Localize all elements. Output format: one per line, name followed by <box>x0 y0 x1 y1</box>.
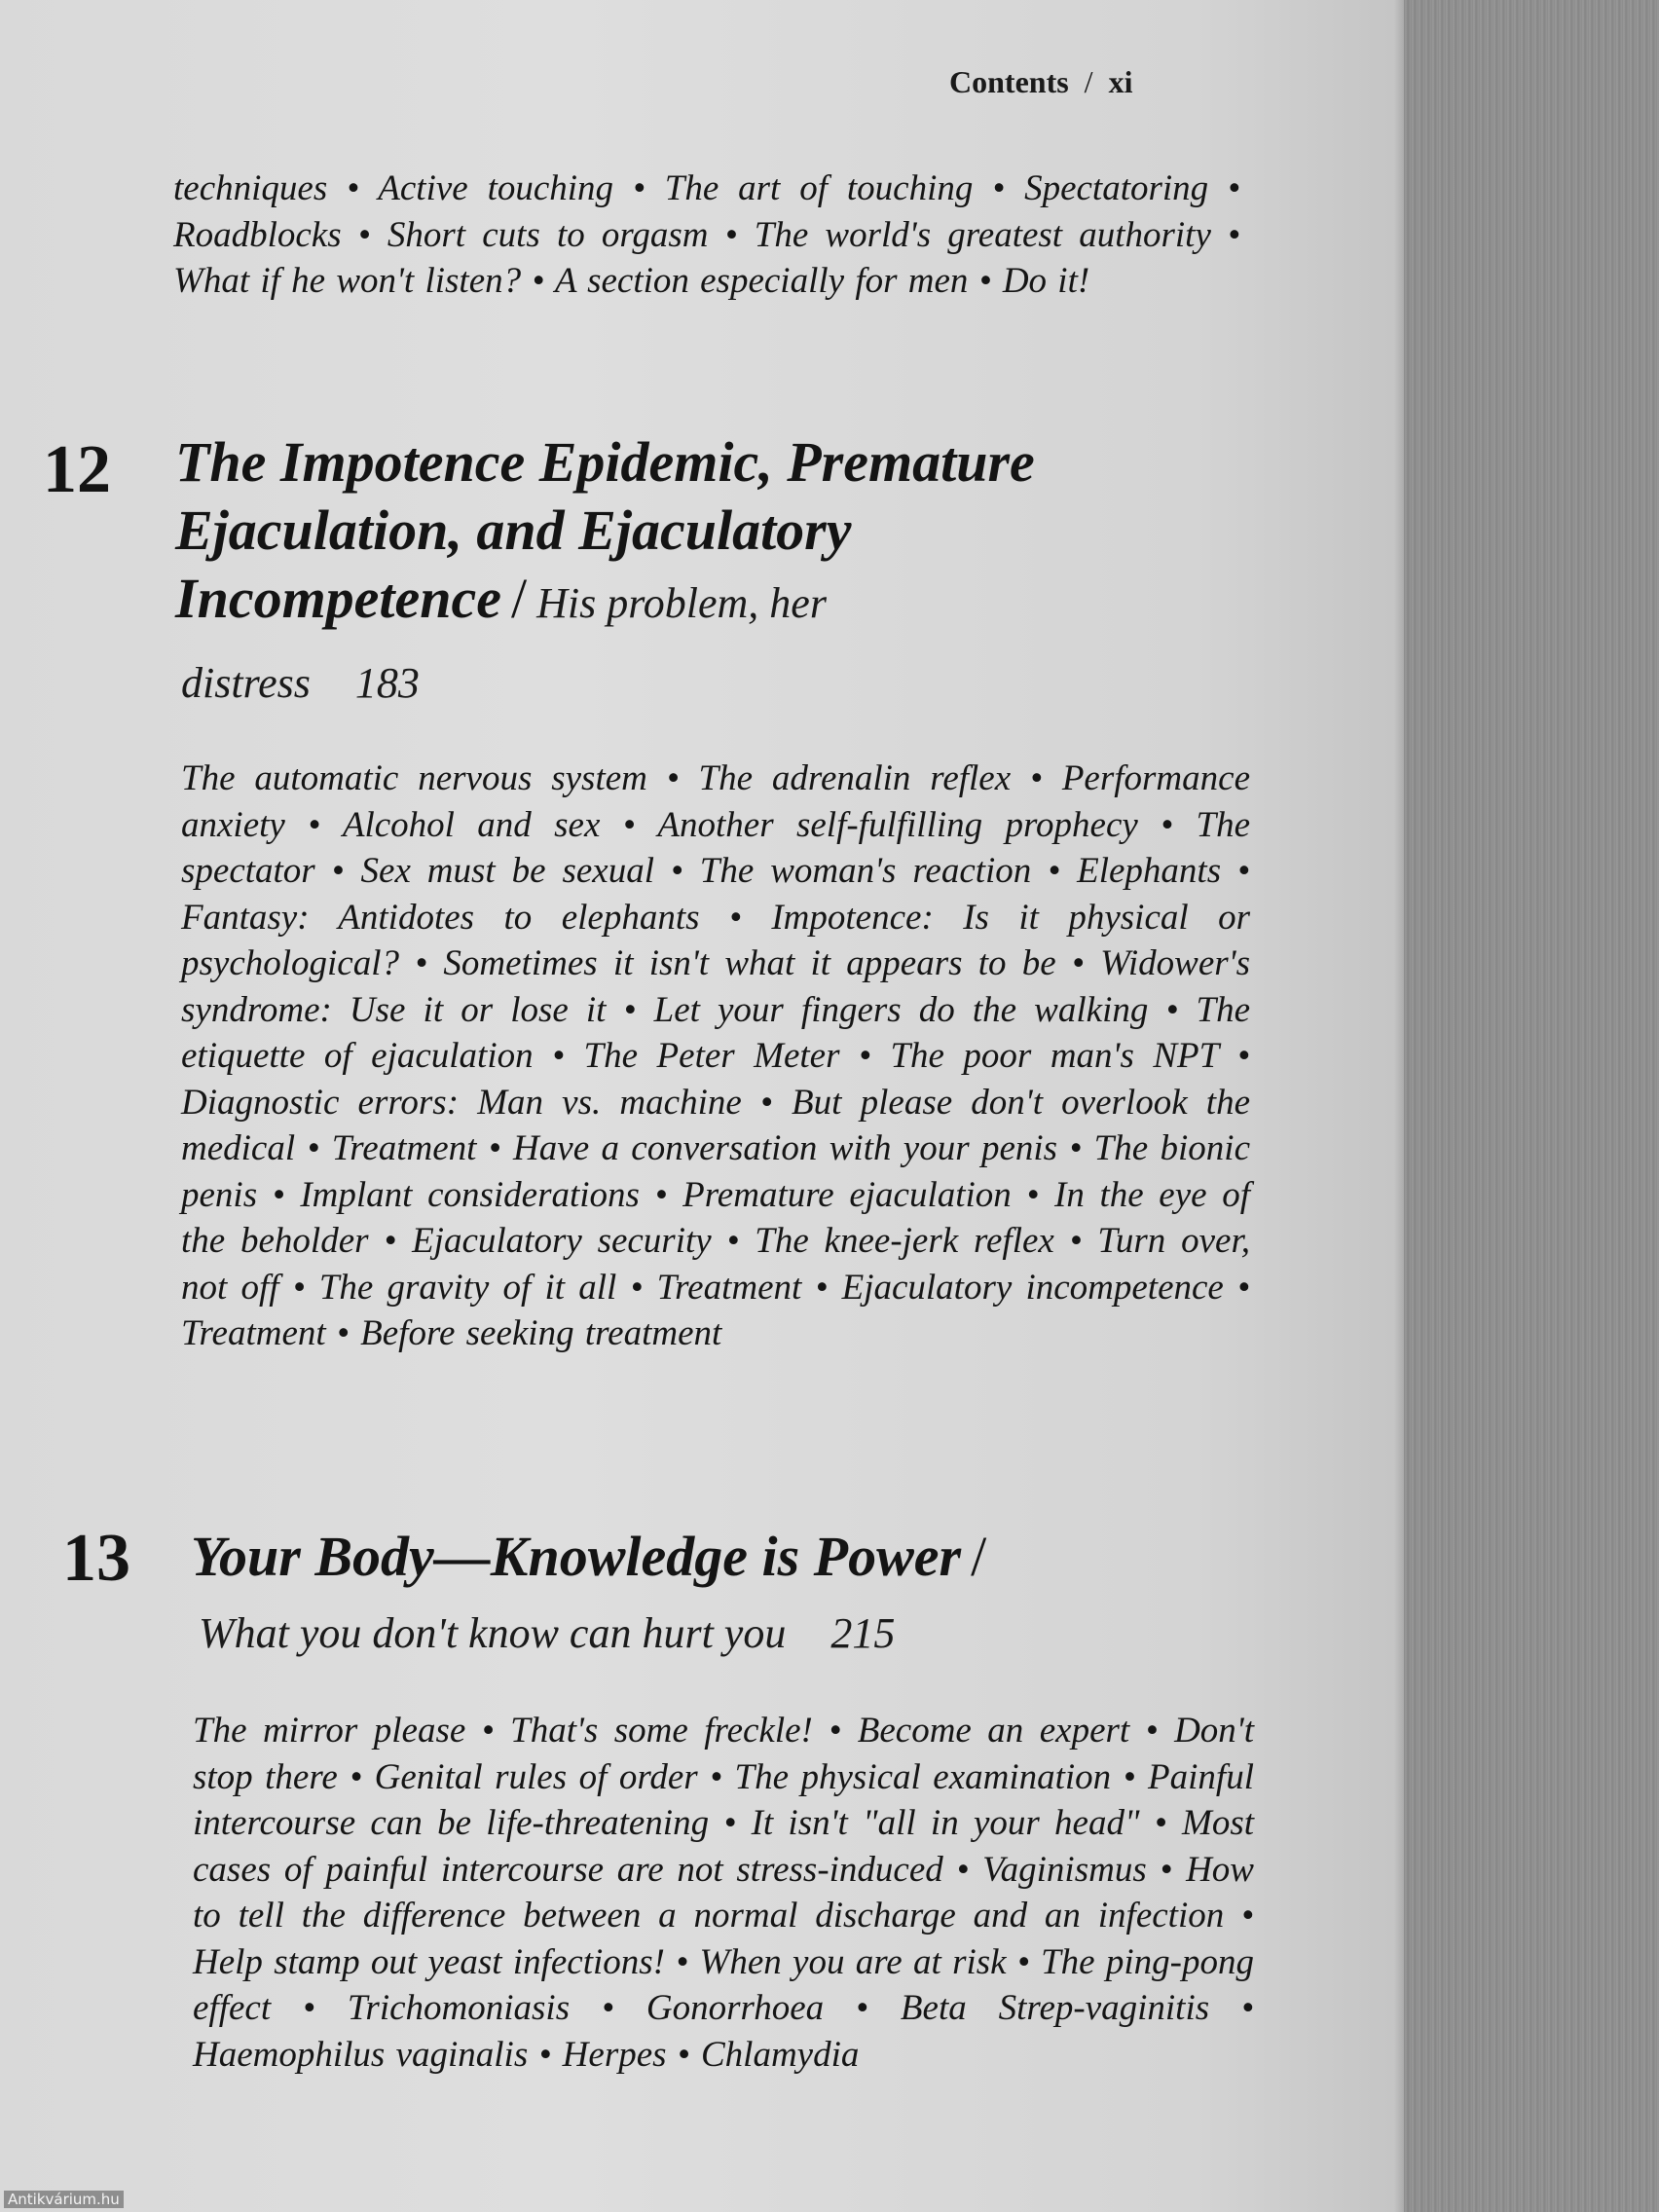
chapter-12-topics: The automatic nervous system • The adrenalin reflex • Performance anxiety • Alcohol and sex • Another self-fulfilling prophecy • The spectator • Sex must be sexual • The woman's reaction • Elephants • Fantasy: Antidotes to elephants • Impotence: Is it physical or psychological? • Sometimes it isn't what it appears to be • Widower's syndrome: Use it or lose it • Let your fingers do the walking • The etiquette of ejaculation • The Peter Meter • The poor man's NPT • Diagnostic errors: Man vs. machine • But please don't overlook the medical • Treatment • Have a conversation with your penis • The bionic penis • Implant considerations • Premature ejaculation • In the eye of the beholder • Ejaculatory security • The knee-jerk reflex • Turn over, not off • The gravity of it all • Treatment • Ejaculatory incompetence • Treatment • Before seeking treatment <box>181 758 1250 1353</box>
chapter-13-separator: / <box>971 1525 987 1588</box>
chapter-12-subtitle-part2: distress <box>181 659 311 707</box>
chapter-13-title: Your Body—Knowledge is Power <box>191 1525 962 1588</box>
running-head-page-number: xi <box>1108 64 1133 99</box>
chapter-13-subtitle-line <box>199 1608 895 1658</box>
chapter-12-page: 183 <box>354 659 420 707</box>
chapter-12-heading <box>175 428 1207 638</box>
chapter-13-number: 13 <box>62 1521 130 1596</box>
chapter-13-heading <box>191 1523 1262 1591</box>
chapter-12-subtitle-line <box>181 658 420 708</box>
chapter-13-subtitle: What you don't know can hurt you <box>199 1609 787 1657</box>
chapter-13-page: 215 <box>830 1609 896 1657</box>
watermark: Antikvárium.hu <box>4 2191 124 2208</box>
running-head-title: Contents <box>949 64 1069 99</box>
chapter-13-topics: The mirror please • That's some freckle! • Become an expert • Don't stop there • Genital rules of order • The physical examination • Painful intercourse can be life-threatening • It isn't "all in your head" • Most cases of painful intercourse are not stress-induced • Vaginismus • How to tell the difference between a normal discharge and an infection • Help stamp out yeast infections! • When you are at risk • The ping-pong effect • Trichomoniasis • Gonorrhoea • Beta Strep-vaginitis • Haemophilus vaginalis • Herpes • Chlamydia <box>193 1711 1254 2075</box>
chapter-12-title: The Impotence Epidemic, Premature Ejaculation, and Ejaculatory Incompetence <box>175 430 1035 630</box>
running-head <box>949 64 1132 100</box>
chapter-12-separator: / <box>511 567 528 630</box>
running-head-separator: / <box>1084 64 1093 99</box>
page-edge <box>1404 0 1659 2212</box>
chapter-12-subtitle-part1: His problem, her <box>536 579 827 627</box>
chapter-12-number: 12 <box>43 432 111 507</box>
continuation-topics: techniques • Active touching • The art of touching • Spectatoring • Roadblocks • Short cuts to orgasm • The world's greatest authority • What if he won't listen? • A section especially for men • Do it! <box>173 168 1240 301</box>
